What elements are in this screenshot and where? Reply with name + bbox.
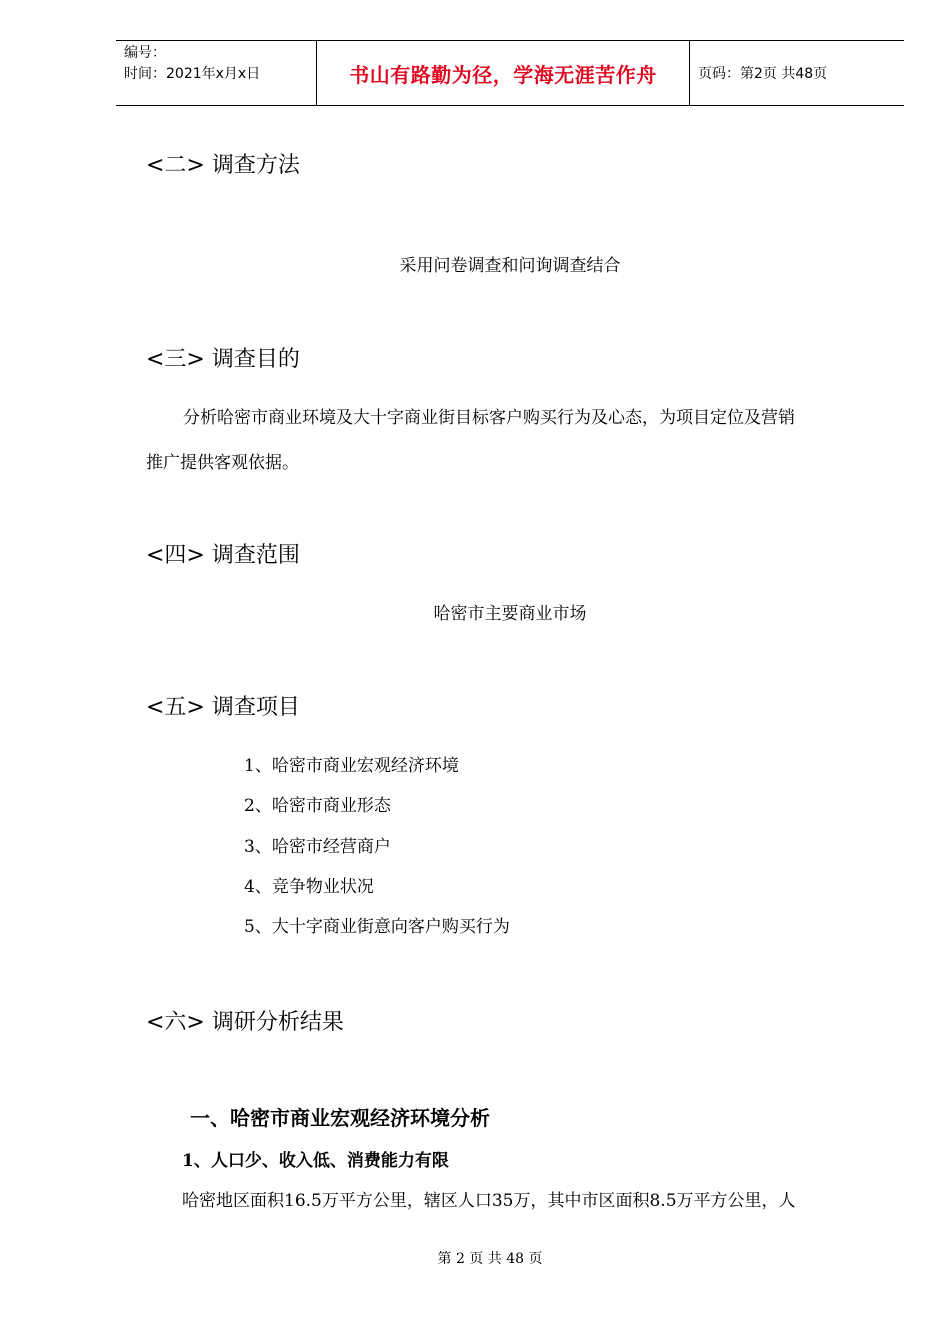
- purpose-body-line1: 分析哈密市商业环境及大十字商业街目标客户购买行为及心态，为项目定位及营销: [183, 408, 795, 428]
- header-page-info: 页码：第2页 共48页: [698, 66, 828, 82]
- list-item: 4、竞争物业状况: [244, 877, 374, 897]
- results-subtitle: 一、哈密市商业宏观经济环境分析: [190, 1106, 490, 1130]
- list-item: 3、哈密市经营商户: [244, 837, 391, 857]
- purpose-body-line2: 推广提供客观依据。: [146, 453, 299, 473]
- section-title-results: <六> 调研分析结果: [146, 1010, 344, 1035]
- list-item: 5、大十字商业街意向客户购买行为: [244, 917, 510, 937]
- method-body: 采用问卷调查和问询调查结合: [399, 256, 621, 276]
- page-header: [116, 40, 904, 106]
- scope-body: 哈密市主要商业市场: [433, 604, 587, 624]
- page-footer: 第 2 页 共 48 页: [437, 1251, 543, 1267]
- results-body: 哈密地区面积16.5万平方公里，辖区人口35万，其中市区面积8.5万平方公里，人: [182, 1191, 796, 1211]
- list-item: 1、哈密市商业宏观经济环境: [244, 756, 459, 776]
- section-title-purpose: <三> 调查目的: [146, 347, 300, 372]
- results-point1: 1、人口少、收入低、消费能力有限: [182, 1151, 449, 1171]
- date-label: 时间：2021年x月x日: [124, 66, 261, 82]
- section-title-scope: <四> 调查范围: [146, 543, 300, 568]
- section-title-items: <五> 调查项目: [146, 695, 300, 720]
- header-meta-cell: [116, 41, 316, 105]
- list-item: 2、哈密市商业形态: [244, 796, 391, 816]
- header-motto: 书山有路勤为径，学海无涯苦作舟: [316, 41, 690, 105]
- section-title-method: <二> 调查方法: [146, 153, 300, 178]
- code-label: 编号：: [124, 45, 166, 61]
